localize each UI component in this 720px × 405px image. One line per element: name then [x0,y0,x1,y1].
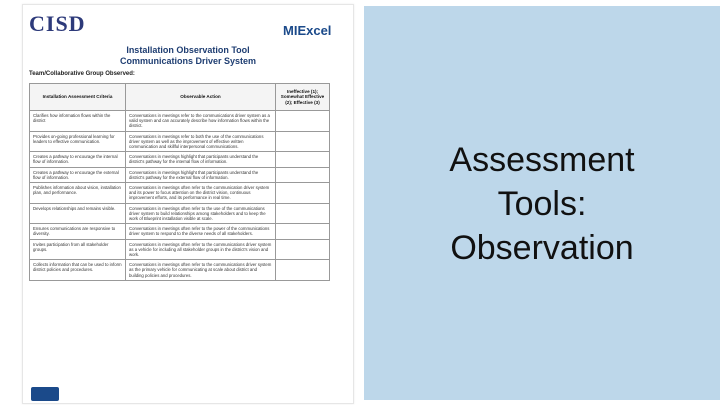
footer-seal-logo [31,387,59,401]
action-header: Observable Action [126,84,276,111]
document-title-line-2: Communications Driver System [119,56,257,66]
table-row [30,183,330,204]
observation-tool-document [22,4,354,404]
document-title [113,45,263,67]
action-cell: Conversations in meetings highlight that participants understand the district's pathway for the external flow of information. [126,167,276,182]
rating-cell [276,131,330,152]
criteria-cell: Ensures communications are responsive to diversity. [30,224,126,239]
level-header: Ineffective (1); Somewhat Effective (2); Effective (3) [276,84,330,111]
criteria-cell: Provides on-going professional learning for leaders to effective communication. [30,131,126,152]
rating-cell [276,183,330,204]
criteria-cell: Collects information that can be used to inform district policies and procedures. [30,260,126,281]
miexcel-logo [283,23,343,45]
criteria-cell: Clarifies how information flows within the district [30,111,126,132]
rating-cell [276,167,330,182]
rating-cell [276,152,330,167]
table-row [30,131,330,152]
criteria-table [29,83,330,281]
action-cell: Conversations in meetings often refer to the power of the communications driver system to respond to the diverse needs of all stakeholders. [126,224,276,239]
slide-title-line-2: Tools: [497,185,587,223]
action-cell: Conversations in meetings refer to both the use of the communications driver system as well as the improvement of effective written communication and skillful interpersonal communications. [126,131,276,152]
action-cell: Conversations in meetings often refer to the communications driver system as the primary vehicle for communicating at scale about district and building policies and procedures. [126,260,276,281]
criteria-cell: Develops relationships and remains visible. [30,203,126,224]
miexcel-logo-text: MIExcel [283,23,332,38]
table-row [30,203,330,224]
action-cell: Conversations in meetings often refer to the use of the communications driver system to build relationships among stakeholders and to keep the work of Blueprint installation visible at scale. [126,203,276,224]
cisd-logo [29,13,99,53]
cisd-logo-text: CISD [29,11,86,36]
rating-cell [276,203,330,224]
slide-title [364,138,720,270]
rating-cell [276,239,330,260]
table-row [30,152,330,167]
team-label: Team/Collaborative Group Observed: [29,71,135,77]
slide-title-line-1: Assessment [449,141,635,179]
criteria-cell: Creates a pathway to encourage the internal flow of information. [30,152,126,167]
criteria-cell: Publishes information about vision, installation plan, and performance. [30,183,126,204]
table-row [30,224,330,239]
criteria-cell: Invites participation from all stakeholder groups. [30,239,126,260]
table-row [30,260,330,281]
rating-cell [276,224,330,239]
table-row [30,111,330,132]
action-cell: Conversations in meetings refer to the communications driver system as a valid system and can accurately describe how information flows within the district. [126,111,276,132]
table-row [30,167,330,182]
rating-cell [276,260,330,281]
rating-cell [276,111,330,132]
document-title-line-1: Installation Observation Tool [126,45,250,55]
table-header-row [30,84,330,111]
action-cell: Conversations in meetings often refer to the communications driver system as a vehicle for including all stakeholder groups in the district's vision and work. [126,239,276,260]
criteria-cell: Creates a pathway to encourage the external flow of information. [30,167,126,182]
criteria-header: Installation Assessment Criteria [30,84,126,111]
slide-title-line-3: Observation [450,229,634,267]
action-cell: Conversations in meetings highlight that participants understand the district's pathway for the internal flow of information. [126,152,276,167]
action-cell: Conversations in meetings often refer to the communication driver system and its power to focus attention on the district vision, continuous improvement efforts, and its performance in real time. [126,183,276,204]
table-row [30,239,330,260]
